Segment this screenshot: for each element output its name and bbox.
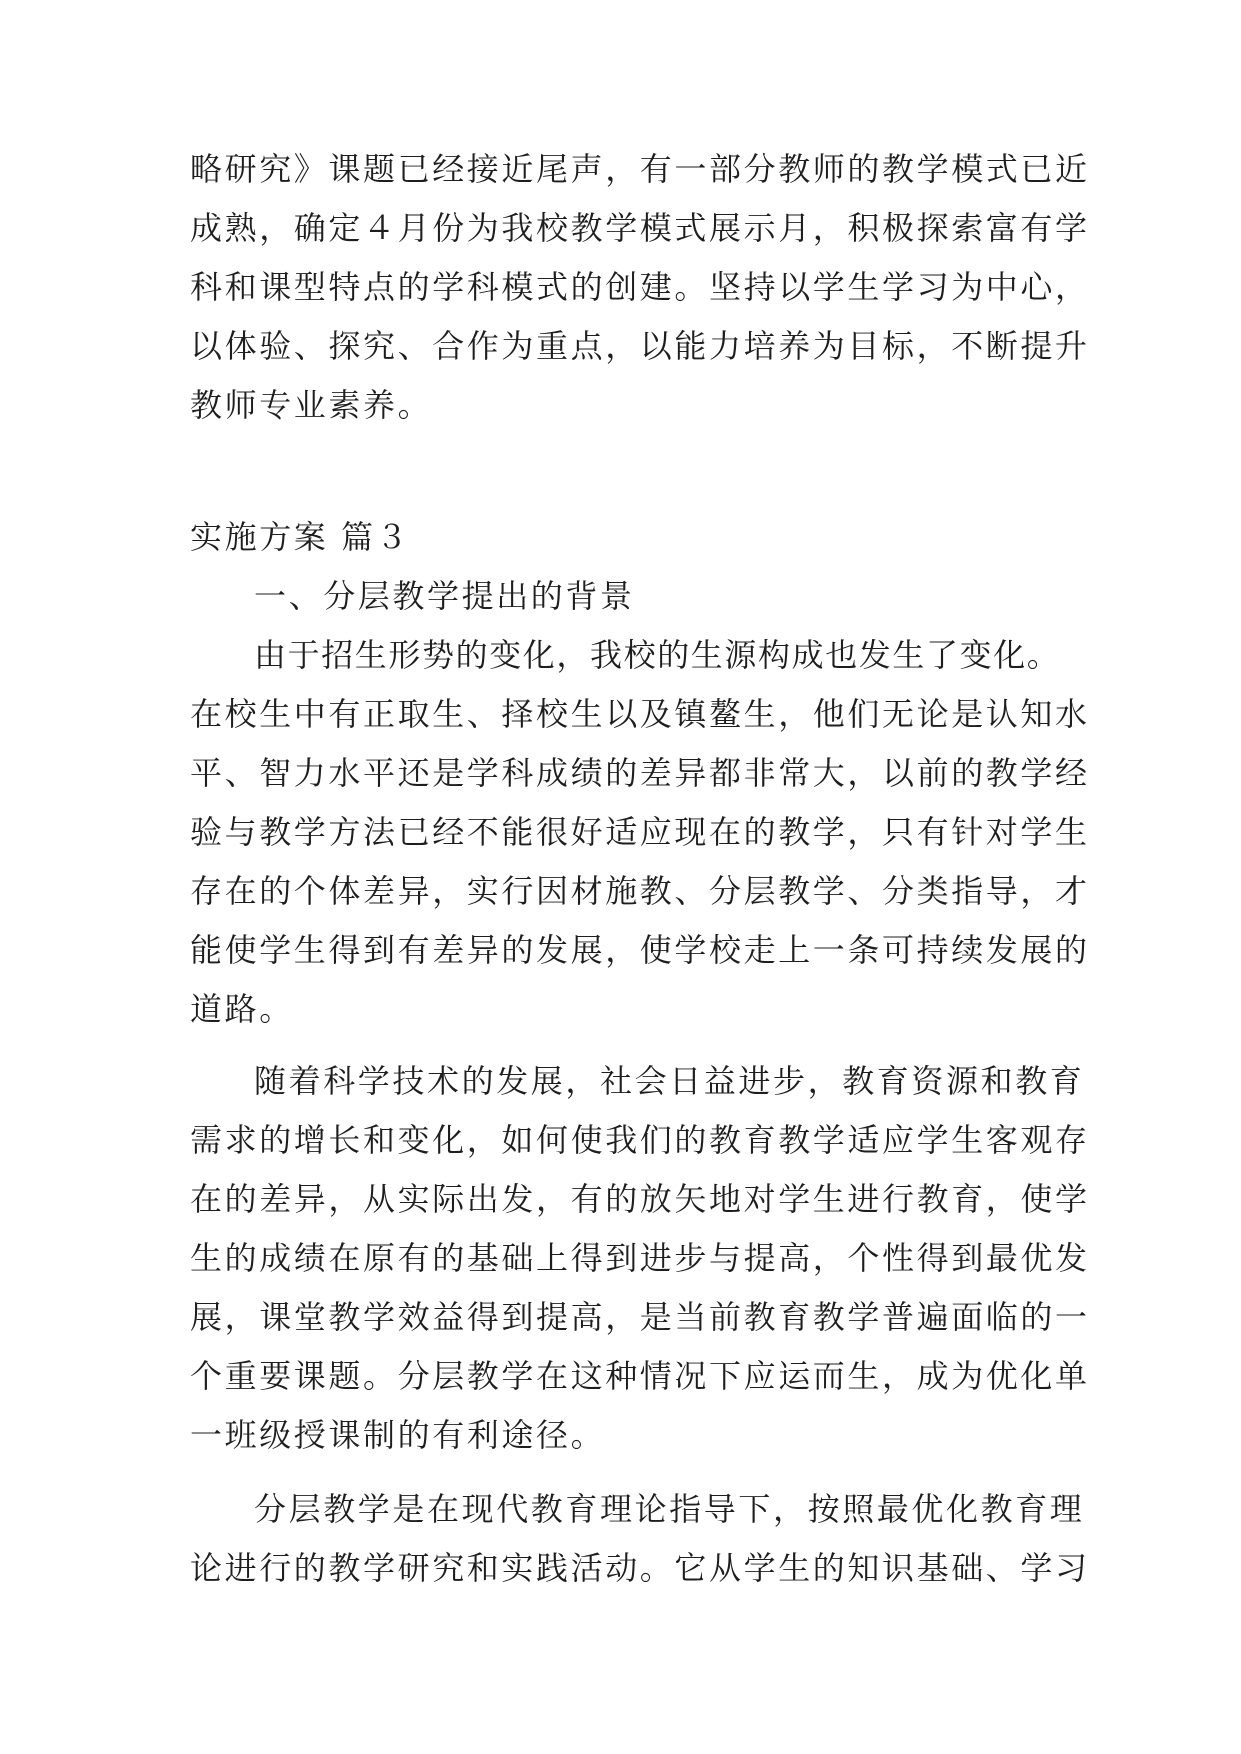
body-paragraph-2 [190,1052,1090,1465]
continuation-paragraph [190,140,1090,435]
text-line: 道路。 [190,990,294,1028]
text-line: 科和课型特点的学科模式的创建。坚持以学生学习为中心， [190,268,1090,306]
text-line: 由于招生形势的变化，我校的生源构成也发生了变化。 [254,636,1061,674]
text-line: 以体验、探究、合作为重点，以能力培养为目标，不断提升 [190,327,1090,365]
text-line: 在的差异，从实际出发，有的放矢地对学生进行教育，使学 [190,1180,1090,1218]
body-paragraph-3 [190,1480,1090,1598]
body-paragraph-1 [190,626,1090,1039]
text-line: 个重要课题。分层教学在这种情况下应运而生，成为优化单 [190,1357,1090,1395]
subheading [190,567,1070,626]
text-line: 教师专业素养。 [190,386,433,424]
text-line: 需求的增长和变化，如何使我们的教育教学适应学生客观存 [190,1121,1090,1159]
text-line: 一班级授课制的有利途径。 [190,1416,606,1454]
subheading-text: 一、分层教学提出的背景 [254,577,635,615]
text-line: 分层教学是在现代教育理论指导下，按照最优化教育理 [254,1490,1085,1528]
text-line: 展，课堂教学效益得到提高，是当前教育教学普遍面临的一 [190,1298,1090,1336]
section-title [190,508,1070,567]
text-line: 存在的个体差异，实行因材施教、分层教学、分类指导，才 [190,872,1090,910]
text-line: 验与教学方法已经不能很好适应现在的教学，只有针对学生 [190,813,1090,851]
text-line: 生的成绩在原有的基础上得到进步与提高，个性得到最优发 [190,1239,1090,1277]
text-line: 平、智力水平还是学科成绩的差异都非常大，以前的教学经 [190,754,1090,792]
text-line: 成熟，确定４月份为我校教学模式展示月，积极探索富有学 [190,209,1090,247]
text-line: 论进行的教学研究和实践活动。它从学生的知识基础、学习 [190,1549,1090,1587]
text-line: 能使学生得到有差异的发展，使学校走上一条可持续发展的 [190,931,1090,969]
text-line: 在校生中有正取生、择校生以及镇鳌生，他们无论是认知水 [190,695,1090,733]
text-line: 略研究》课题已经接近尾声，有一部分教师的教学模式已近 [190,150,1090,188]
text-line: 随着科学技术的发展，社会日益进步，教育资源和教育 [254,1062,1085,1100]
section-title-text: 实施方案 篇３ [190,518,411,556]
